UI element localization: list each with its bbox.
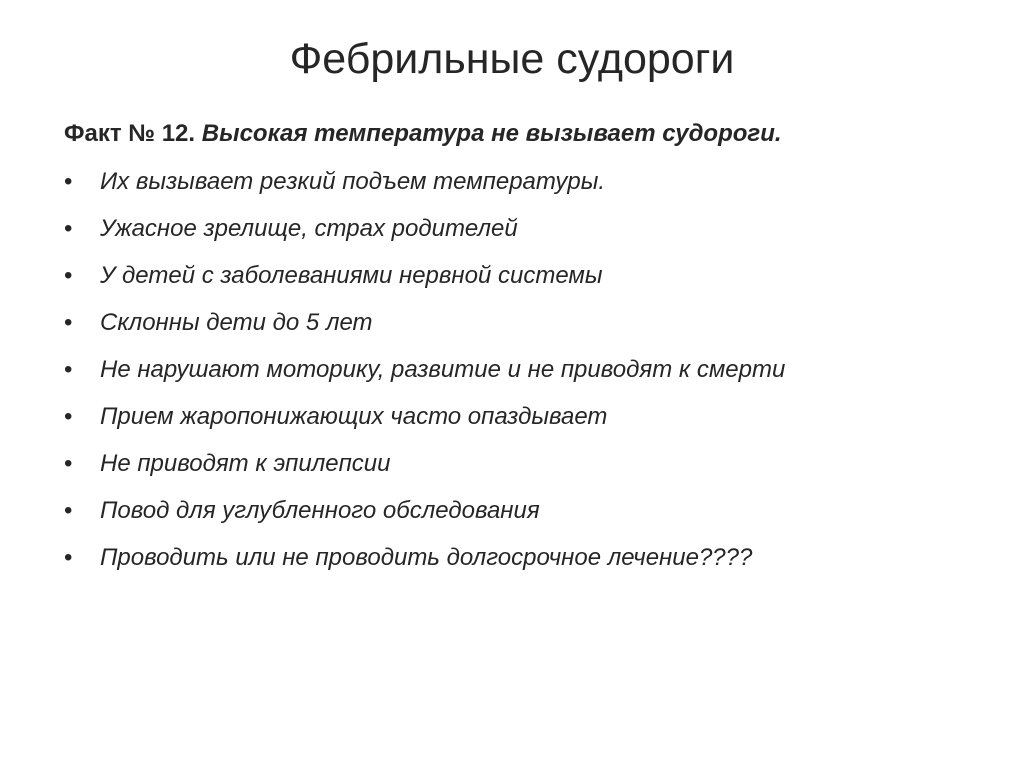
bullet-item (64, 494, 964, 528)
bullet-dot-icon: • (64, 544, 73, 571)
bullet-item (64, 212, 964, 246)
bullet-dot-icon: • (64, 450, 73, 477)
bullet-dot-icon: • (64, 497, 73, 524)
bullet-text: Проводить или не проводить долгосрочное лечение???? (100, 544, 753, 571)
bullet-item (64, 541, 964, 575)
fact-label: Факт № 12. (64, 120, 196, 147)
slide-title: Фебрильные судороги (289, 35, 735, 83)
bullet-text: Не приводят к эпилепсии (100, 450, 391, 477)
bullet-item (64, 306, 964, 340)
bullet-item (64, 400, 964, 434)
bullet-dot-icon: • (64, 215, 73, 242)
bullet-item (64, 353, 964, 387)
bullet-dot-icon: • (64, 168, 73, 195)
fact-line (64, 118, 984, 150)
bullet-text: Ужасное зрелище, страх родителей (100, 215, 518, 242)
bullet-item (64, 259, 964, 293)
bullet-text: У детей с заболеваниями нервной системы (100, 262, 603, 289)
bullet-text: Их вызывает резкий подъем температуры. (100, 168, 606, 195)
bullet-item (64, 447, 964, 481)
bullet-text: Повод для углубленного обследования (100, 497, 540, 524)
fact-text: Высокая температура не вызывает судороги. (201, 120, 782, 147)
bullet-dot-icon: • (64, 262, 73, 289)
bullet-text: Прием жаропонижающих часто опаздывает (100, 403, 608, 430)
bullet-dot-icon: • (64, 356, 73, 383)
bullet-list (64, 165, 964, 588)
bullet-text: Склонны дети до 5 лет (100, 309, 373, 336)
bullet-item (64, 165, 964, 199)
bullet-dot-icon: • (64, 403, 73, 430)
bullet-text: Не нарушают моторику, развитие и не приводят к смерти (100, 356, 786, 383)
bullet-dot-icon: • (64, 309, 73, 336)
